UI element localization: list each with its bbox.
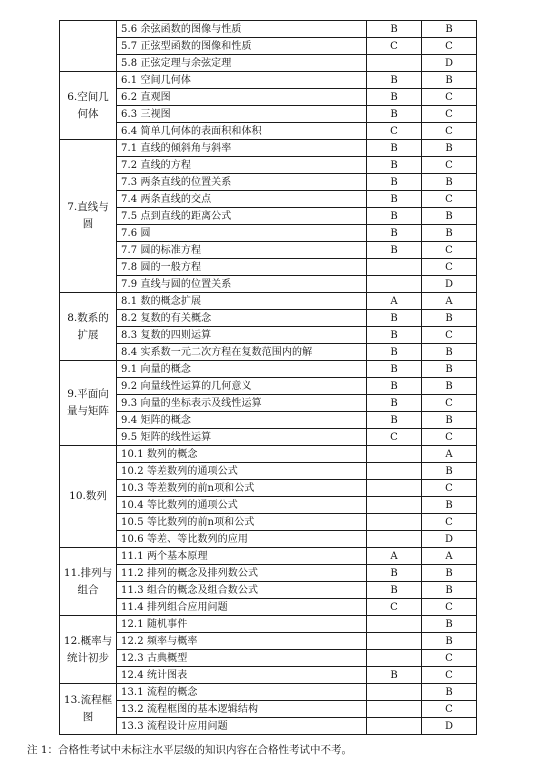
grade-exam-level-cell: C (422, 480, 477, 497)
table-row (60, 276, 477, 293)
qualifying-exam-level-cell (367, 463, 422, 480)
qualifying-exam-level-cell (367, 514, 422, 531)
topic-label-cell: 7.8 圆的一般方程 (117, 259, 367, 276)
qualifying-exam-level-cell: B (367, 412, 422, 429)
qualifying-exam-level-cell (367, 480, 422, 497)
qualifying-exam-level-cell (367, 616, 422, 633)
grade-exam-level-cell: B (422, 497, 477, 514)
grade-exam-level-cell: B (422, 21, 477, 38)
grade-exam-level-cell: B (422, 565, 477, 582)
table-row (60, 514, 477, 531)
topic-label-cell: 7.9 直线与圆的位置关系 (117, 276, 367, 293)
qualifying-exam-level-cell: B (367, 140, 422, 157)
grade-exam-level-cell: D (422, 531, 477, 548)
topic-label-cell: 13.1 流程的概念 (117, 684, 367, 701)
topic-label-cell: 7.4 两条直线的交点 (117, 191, 367, 208)
qualifying-exam-level-cell (367, 684, 422, 701)
table-row (60, 310, 477, 327)
qualifying-exam-level-cell: C (367, 38, 422, 55)
grade-exam-level-cell: C (422, 429, 477, 446)
table-row (60, 497, 477, 514)
grade-exam-level-cell: B (422, 174, 477, 191)
table-row (60, 650, 477, 667)
qualifying-exam-level-cell (367, 259, 422, 276)
grade-exam-level-cell: C (422, 123, 477, 140)
topic-label-cell: 9.4 矩阵的概念 (117, 412, 367, 429)
qualifying-exam-level-cell: B (367, 565, 422, 582)
grade-exam-level-cell: C (422, 327, 477, 344)
table-row (60, 208, 477, 225)
topic-label-cell: 7.3 两条直线的位置关系 (117, 174, 367, 191)
qualifying-exam-level-cell (367, 446, 422, 463)
table-row (60, 72, 477, 89)
qualifying-exam-level-cell: B (367, 361, 422, 378)
qualifying-exam-level-cell: B (367, 344, 422, 361)
topic-label-cell: 5.6 余弦函数的图像与性质 (117, 21, 367, 38)
grade-exam-level-cell: A (422, 446, 477, 463)
topic-label-cell: 7.2 直线的方程 (117, 157, 367, 174)
topic-label-cell: 5.8 正弦定理与余弦定理 (117, 55, 367, 72)
topic-label-cell: 12.1 随机事件 (117, 616, 367, 633)
qualifying-exam-level-cell (367, 497, 422, 514)
table-row (60, 344, 477, 361)
topic-label-cell: 10.6 等差、等比数列的应用 (117, 531, 367, 548)
chapter-name-cell: 13.流程框图 (60, 684, 117, 735)
grade-exam-level-cell: D (422, 55, 477, 72)
table-row (60, 293, 477, 310)
table-row (60, 395, 477, 412)
topic-label-cell: 6.2 直观图 (117, 89, 367, 106)
topic-label-cell: 7.6 圆 (117, 225, 367, 242)
topic-label-cell: 12.2 频率与概率 (117, 633, 367, 650)
chapter-name-cell: 8.数系的扩展 (60, 293, 117, 361)
chapter-name-cell: 9.平面向量与矩阵 (60, 361, 117, 446)
table-row (60, 701, 477, 718)
grade-exam-level-cell: C (422, 157, 477, 174)
table-row (60, 157, 477, 174)
grade-exam-level-cell: B (422, 463, 477, 480)
table-row (60, 123, 477, 140)
topic-label-cell: 7.7 圆的标准方程 (117, 242, 367, 259)
qualifying-exam-level-cell: B (367, 174, 422, 191)
chapter-name-cell: 11.排列与组合 (60, 548, 117, 616)
table-row (60, 106, 477, 123)
table-row (60, 633, 477, 650)
grade-exam-level-cell: B (422, 361, 477, 378)
table-row (60, 480, 477, 497)
qualifying-exam-level-cell (367, 718, 422, 735)
table-row (60, 378, 477, 395)
grade-exam-level-cell: A (422, 548, 477, 565)
grade-exam-level-cell: C (422, 514, 477, 531)
topic-label-cell: 8.3 复数的四则运算 (117, 327, 367, 344)
table-row (60, 582, 477, 599)
grade-exam-level-cell: D (422, 276, 477, 293)
topic-label-cell: 10.2 等差数列的通项公式 (117, 463, 367, 480)
grade-exam-level-cell: C (422, 650, 477, 667)
table-row (60, 565, 477, 582)
qualifying-exam-level-cell (367, 650, 422, 667)
table-row (60, 616, 477, 633)
topic-label-cell: 9.2 向量线性运算的几何意义 (117, 378, 367, 395)
grade-exam-level-cell: B (422, 140, 477, 157)
chapter-name-cell: 12.概率与统计初步 (60, 616, 117, 684)
grade-exam-level-cell: C (422, 701, 477, 718)
grade-exam-level-cell: C (422, 191, 477, 208)
table-row (60, 463, 477, 480)
topic-label-cell: 10.4 等比数列的通项公式 (117, 497, 367, 514)
knowledge-level-table (59, 20, 477, 735)
qualifying-exam-level-cell: A (367, 548, 422, 565)
table-row (60, 412, 477, 429)
grade-exam-level-cell: C (422, 599, 477, 616)
table-row (60, 599, 477, 616)
chapter-name-cell: 10.数列 (60, 446, 117, 548)
topic-label-cell: 7.5 点到直线的距离公式 (117, 208, 367, 225)
topic-label-cell: 10.3 等差数列的前n项和公式 (117, 480, 367, 497)
topic-label-cell: 5.7 正弦型函数的图像和性质 (117, 38, 367, 55)
grade-exam-level-cell: B (422, 208, 477, 225)
topic-label-cell: 11.3 组合的概念及组合数公式 (117, 582, 367, 599)
qualifying-exam-level-cell: B (367, 191, 422, 208)
grade-exam-level-cell: C (422, 259, 477, 276)
table-row (60, 21, 477, 38)
table-row (60, 191, 477, 208)
grade-exam-level-cell: B (422, 225, 477, 242)
topic-label-cell: 12.4 统计图表 (117, 667, 367, 684)
qualifying-exam-level-cell: C (367, 123, 422, 140)
topic-label-cell: 7.1 直线的倾斜角与斜率 (117, 140, 367, 157)
qualifying-exam-level-cell: B (367, 378, 422, 395)
grade-exam-level-cell: C (422, 38, 477, 55)
grade-exam-level-cell: B (422, 310, 477, 327)
qualifying-exam-level-cell: B (367, 21, 422, 38)
qualifying-exam-level-cell (367, 701, 422, 718)
qualifying-exam-level-cell (367, 531, 422, 548)
qualifying-exam-level-cell: C (367, 599, 422, 616)
topic-label-cell: 12.3 古典概型 (117, 650, 367, 667)
table-row (60, 225, 477, 242)
topic-label-cell: 6.1 空间几何体 (117, 72, 367, 89)
qualifying-exam-level-cell: B (367, 667, 422, 684)
table-row (60, 89, 477, 106)
grade-exam-level-cell: B (422, 633, 477, 650)
grade-exam-level-cell: B (422, 616, 477, 633)
topic-label-cell: 9.5 矩阵的线性运算 (117, 429, 367, 446)
grade-exam-level-cell: C (422, 667, 477, 684)
topic-label-cell: 10.1 数列的概念 (117, 446, 367, 463)
qualifying-exam-level-cell: A (367, 293, 422, 310)
grade-exam-level-cell: A (422, 293, 477, 310)
table-row (60, 684, 477, 701)
grade-exam-level-cell: C (422, 242, 477, 259)
table-row (60, 429, 477, 446)
qualifying-exam-level-cell: B (367, 89, 422, 106)
qualifying-exam-level-cell: B (367, 225, 422, 242)
qualifying-exam-level-cell: B (367, 327, 422, 344)
topic-label-cell: 8.4 实系数一元二次方程在复数范围内的解 (117, 344, 367, 361)
topic-label-cell: 10.5 等比数列的前n项和公式 (117, 514, 367, 531)
topic-label-cell: 8.2 复数的有关概念 (117, 310, 367, 327)
chapter-name-cell (60, 21, 117, 72)
grade-exam-level-cell: B (422, 378, 477, 395)
grade-exam-level-cell: C (422, 395, 477, 412)
grade-exam-level-cell: C (422, 89, 477, 106)
qualifying-exam-level-cell: B (367, 582, 422, 599)
grade-exam-level-cell: B (422, 72, 477, 89)
table-row (60, 327, 477, 344)
table-row (60, 242, 477, 259)
table-row (60, 174, 477, 191)
topic-label-cell: 6.3 三视图 (117, 106, 367, 123)
topic-label-cell: 13.2 流程框图的基本逻辑结构 (117, 701, 367, 718)
qualifying-exam-level-cell: B (367, 310, 422, 327)
topic-label-cell: 8.1 数的概念扩展 (117, 293, 367, 310)
grade-exam-level-cell: B (422, 412, 477, 429)
knowledge-level-table-body (60, 21, 477, 735)
table-row (60, 55, 477, 72)
topic-label-cell: 6.4 简单几何体的表面积和体积 (117, 123, 367, 140)
table-row (60, 548, 477, 565)
table-row (60, 667, 477, 684)
grade-exam-level-cell: B (422, 582, 477, 599)
table-row (60, 140, 477, 157)
grade-exam-level-cell: B (422, 684, 477, 701)
chapter-name-cell: 6.空间几何体 (60, 72, 117, 140)
qualifying-exam-level-cell: B (367, 106, 422, 123)
topic-label-cell: 11.2 排列的概念及排列数公式 (117, 565, 367, 582)
table-row (60, 531, 477, 548)
qualifying-exam-level-cell (367, 55, 422, 72)
chapter-name-cell: 7.直线与圆 (60, 140, 117, 293)
qualifying-exam-level-cell (367, 633, 422, 650)
qualifying-exam-level-cell: B (367, 242, 422, 259)
qualifying-exam-level-cell: C (367, 429, 422, 446)
table-row (60, 259, 477, 276)
footnote: 注 1：合格性考试中未标注水平层级的知识内容在合格性考试中不考。 (27, 744, 353, 756)
topic-label-cell: 11.4 排列组合应用问题 (117, 599, 367, 616)
topic-label-cell: 13.3 流程设计应用问题 (117, 718, 367, 735)
grade-exam-level-cell: C (422, 106, 477, 123)
topic-label-cell: 9.1 向量的概念 (117, 361, 367, 378)
grade-exam-level-cell: B (422, 344, 477, 361)
topic-label-cell: 11.1 两个基本原理 (117, 548, 367, 565)
qualifying-exam-level-cell (367, 276, 422, 293)
qualifying-exam-level-cell: B (367, 72, 422, 89)
qualifying-exam-level-cell: B (367, 208, 422, 225)
topic-label-cell: 9.3 向量的坐标表示及线性运算 (117, 395, 367, 412)
grade-exam-level-cell: D (422, 718, 477, 735)
qualifying-exam-level-cell: B (367, 157, 422, 174)
table-row (60, 361, 477, 378)
table-row (60, 718, 477, 735)
qualifying-exam-level-cell: B (367, 395, 422, 412)
table-row (60, 446, 477, 463)
table-row (60, 38, 477, 55)
